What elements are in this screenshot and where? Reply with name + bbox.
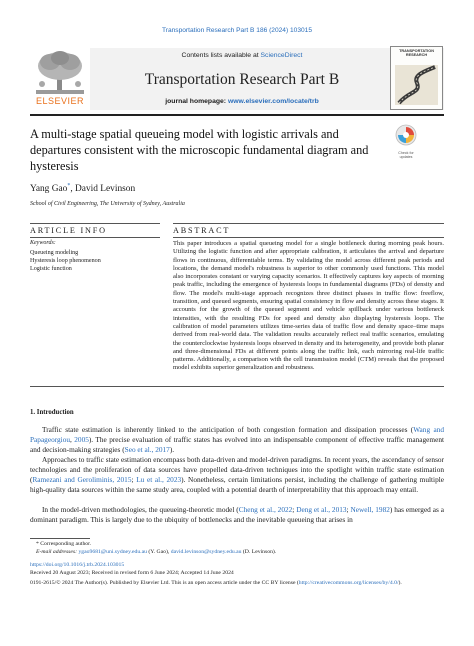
sciencedirect-link[interactable]: ScienceDirect (260, 52, 303, 59)
received-dates: Received 20 August 2023; Received in revised form 6 June 2024; Accepted 14 June 2024 (30, 570, 234, 576)
publisher-name: ELSEVIER (35, 96, 85, 106)
journal-name: Transportation Research Part B (144, 71, 340, 88)
paragraph-text: Traffic state estimation is inherently linked to the anticipation of both congestion formation and dissipation processes ( (42, 425, 414, 434)
author-list (30, 183, 135, 194)
citation-link[interactable]: Cheng et al., 2022 (238, 505, 293, 514)
paragraph-text: ; (292, 505, 297, 514)
email-owner: (D. Levinson). (241, 549, 277, 555)
abstract-text: This paper introduces a spatial queueing model for a single bottleneck during morning peak hours. Utilizing the logistic function and after appropriate calibration, it articulates the arrival and departure flows in continuous, differentiable terms. By validating the model across different peak periods and locations, the demand model's robustness is superior to other commonly used functions. This model also incorporates constant or varying capacity scenarios. It effectively captures key aspects of morning peak traffic, including the emergence of hysteresis loops in fundamental diagrams (FDs) of density and flow. The model's multi-stage approach recognizes three distinct phases in traffic flow: freeflow, transition, and queued segments, ensuring spatial consistency in flow and density across these stages. It accounts for the growth of the queued segment and vehicle spillback under various bottleneck intensities, with the resulting FDs for speed and density also displaying hysteresis loops. The calibration of model parameters utilizes time-series data of traffic flow and density space–time maps derived from real-world data. The validation results accurately reflect real traffic scenarios, emulating the counterclockwise hysteresis loops observed in density and its heterogeneity, and provide both planar and three-dimensional FDs at different points along the traffic link, each mirroring real-life traffic patterns. Additionally, a comparison with the cell transmission model (CTM) reveals that the proposed model exhibits superior generalization and robustness. (173, 240, 444, 372)
crossmark-icon (393, 124, 419, 146)
abstract-rule (173, 237, 444, 238)
affiliation: School of Civil Engineering, The University of Sydney, Australia (30, 201, 185, 207)
email-addresses (36, 549, 276, 557)
citation-link[interactable]: Newell, 1982 (350, 505, 390, 514)
keyword: Queueing modeling (30, 250, 79, 256)
email-link[interactable]: david.levinson@sydney.edu.au (170, 549, 242, 555)
keywords-label: Keywords: (30, 240, 56, 246)
author-name[interactable]: Yang Gao (30, 184, 68, 195)
article-info-rule (30, 237, 160, 238)
email-owner: (Y. Gao), (146, 549, 171, 555)
cover-title: TRANSPORTATION RESEARCH (399, 49, 434, 58)
license-link[interactable]: http://creativecommons.org/licenses/by/4.0/ (298, 580, 399, 586)
citation-link[interactable]: 2005 (74, 435, 89, 444)
license-statement (30, 580, 444, 588)
abstract-rule-top (173, 223, 444, 224)
article-info-heading: ARTICLE INFO (30, 226, 107, 235)
corresponding-author-note: * Corresponding author. (36, 541, 92, 547)
author-name[interactable]: David Levinson (75, 184, 136, 195)
doi-link[interactable]: https://doi.org/10.1016/j.trb.2024.103015 (30, 562, 125, 568)
citation-link[interactable]: Seo et al., 2017 (124, 445, 170, 454)
crossmark-label: Check for updates (398, 151, 414, 159)
contents-line (92, 52, 392, 59)
keyword: Hysteresis loop phenomenon (30, 258, 101, 264)
homepage-prefix: journal homepage: (165, 98, 228, 105)
abstract-heading: ABSTRACT (173, 226, 231, 235)
paragraph-text: ; (131, 475, 137, 484)
email-label: E-mail addresses: (36, 549, 79, 555)
paragraph-text: ). (169, 445, 175, 454)
abstract-end-rule (30, 386, 444, 387)
paragraph-text: ) has emerged as a dominant paradigm. This is largely due to the ubiquity of bottlenecks and the inevitable queueing that arises in (30, 505, 444, 524)
elsevier-tree-icon (30, 48, 90, 96)
header-rule (30, 114, 444, 116)
paragraph-text: , (70, 435, 75, 444)
citation-link[interactable]: Deng et al., 2013 (296, 505, 347, 514)
intro-paragraph-1 (30, 425, 444, 455)
paragraph-text: Approaches to traffic state estimation encompass both data-driven and model-driven paradigms. In recent years, the ascendancy of sensor technologies and the proliferation of data sources have propelled data-driven techniques into the spotlight within traffic state estimation ( (30, 455, 444, 484)
crossmark-badge[interactable] (393, 124, 419, 159)
author-separator: , (70, 184, 76, 195)
paragraph-text: In the model-driven methodologies, the queueing-theoretic model ( (42, 505, 239, 514)
journal-homepage (92, 98, 392, 105)
paragraph-text: ; (346, 505, 351, 514)
intro-paragraph-2 (30, 455, 444, 495)
intro-paragraph-3 (30, 505, 444, 525)
citation-link[interactable]: Ramezani and Geroliminis, 2015 (32, 475, 132, 484)
license-text: 0191-2615/© 2024 The Author(s). Published by Elsevier Ltd. This is an open access article under the CC BY license ( (30, 580, 299, 586)
article-title: A multi-stage spatial queueing model with logistic arrivals and departures consistent with the microscopic fundamental diagram and hysteresis (30, 127, 369, 173)
paragraph-text: ). The precise evaluation of traffic states has evolved into an indispensable component of effective traffic management and decision-making strategies ( (30, 435, 444, 454)
homepage-link[interactable]: www.elsevier.com/locate/trb (227, 98, 319, 105)
section-heading: 1. Introduction (30, 409, 74, 416)
contents-prefix: Contents lists available at (181, 52, 261, 59)
email-link[interactable]: ygao9681@uni.sydney.edu.au (78, 549, 147, 555)
corresponding-author-mark[interactable]: * (67, 183, 71, 189)
keyword: Logistic function (30, 266, 72, 272)
citation-link[interactable]: Lu et al., 2023 (136, 475, 182, 484)
paragraph-text: ). Nonetheless, certain limitations persist, including the challenge of gathering multiple high-quality data sources within the same study area, coupled with a potential dearth of interpretability that this approach may entail. (30, 475, 445, 494)
citation-link[interactable]: Wang and Papageorgiou (30, 425, 444, 444)
journal-citation[interactable]: Transportation Research Part B 186 (2024) 103015 (161, 27, 313, 34)
article-info-rule-top (30, 223, 160, 224)
footnote-rule (30, 538, 90, 539)
license-text: ). (398, 580, 402, 586)
